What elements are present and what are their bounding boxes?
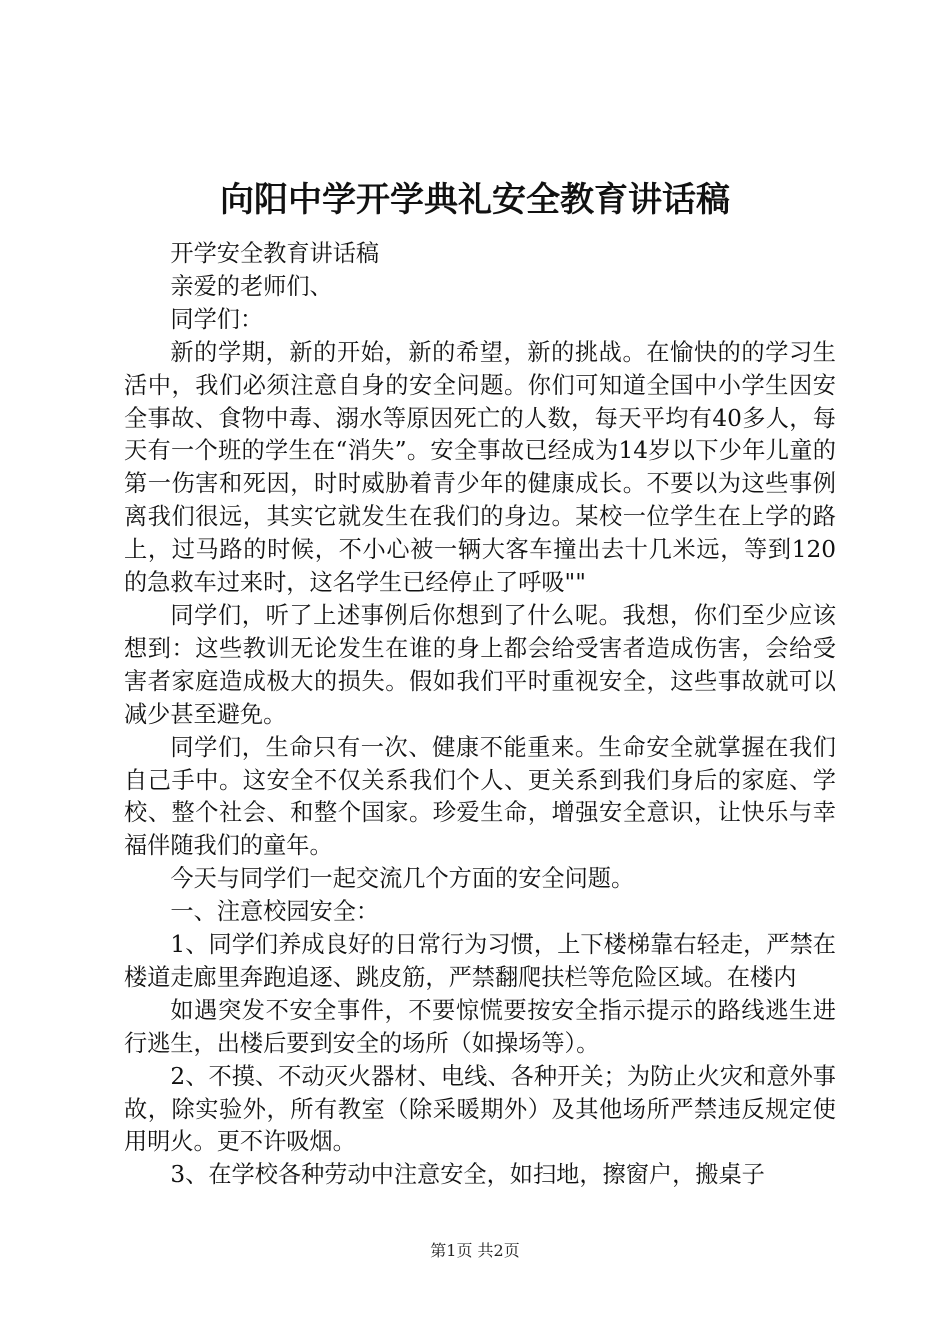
document-title: 向阳中学开学典礼安全教育讲话稿: [220, 180, 730, 220]
paragraph-life-once: 同学们，生命只有一次、健康不能重来。生命安全就掌握在我们自己手中。这安全不仅关系我们个人、更关系到我们身后的家庭、学校、整个社会、和整个国家。珍爱生命，增强安全意识，让快乐与幸福伴随我们的童年。: [124, 733, 836, 860]
document-body: [124, 238, 836, 1192]
paragraph-reflection: 同学们，听了上述事例后你想到了什么呢。我想，你们至少应该想到：这些教训无论发生在谁的身上都会给受害者造成伤害，会给受害者家庭造成极大的损失。假如我们平时重视安全，这些事故就可以减少甚至避免。: [124, 601, 836, 728]
paragraph-item-1-continued: 如遇突发不安全事件，不要惊慌要按安全指示提示的路线逃生进行逃生，出楼后要到安全的场所（如操场等）。: [124, 996, 836, 1057]
paragraph-section-heading: 一、注意校园安全：: [170, 898, 380, 926]
paragraph-topics-intro: 今天与同学们一起交流几个方面的安全问题。: [170, 865, 635, 893]
paragraph-salutation-students: 同学们：: [170, 305, 264, 333]
paragraph-item-3: 3、在学校各种劳动中注意安全，如扫地，擦窗户，搬桌子: [170, 1161, 765, 1189]
paragraph-item-2: 2、不摸、不动灭火器材、电线、各种开关；为防止火灾和意外事故，除实验外，所有教室（除采暖期外）及其他场所严禁违反规定使用明火。更不许吸烟。: [124, 1062, 836, 1156]
paragraph-subtitle: 开学安全教育讲话稿: [170, 240, 380, 267]
page-footer: 第1页 共2页: [430, 1241, 520, 1260]
paragraph-intro: 新的学期，新的开始，新的希望，新的挑战。在愉快的的学习生活中，我们必须注意自身的安全问题。你们可知道全国中小学生因安全事故、食物中毒、溺水等原因死亡的人数，每天平均有40多人，每天有一个班的学生在“消失”。安全事故已经成为14岁以下少年儿童的第一伤害和死因，时时威胁着青少年的健康成长。不要以为这些事例离我们很远，其实它就发生在我们的身边。某校一位学生在上学的路上，过马路的时候，不小心被一辆大客车撞出去十几米远，等到120的急救车过来时，这名学生已经停止了呼吸"": [124, 338, 836, 597]
paragraph-item-1: 1、同学们养成良好的日常行为习惯，上下楼梯靠右轻走，严禁在楼道走廊里奔跑追逐、跳皮筋，严禁翻爬扶栏等危险区域。在楼内: [124, 931, 836, 991]
paragraph-salutation-teachers: 亲爱的老师们、: [170, 272, 333, 300]
